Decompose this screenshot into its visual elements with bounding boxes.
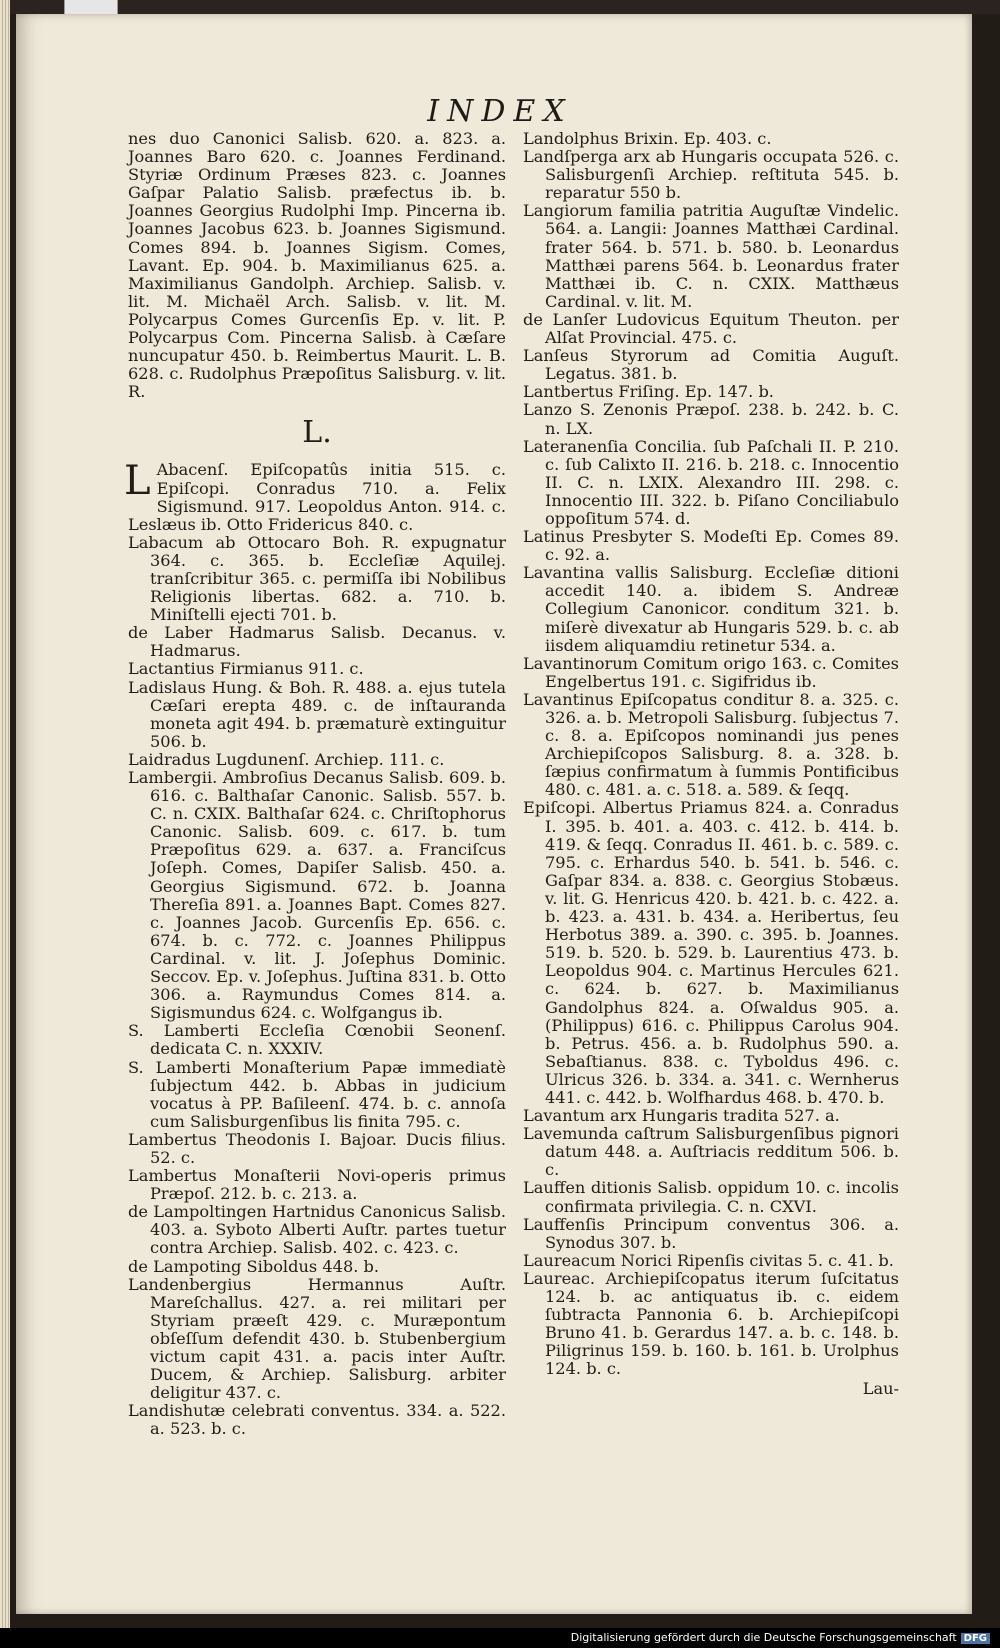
index-entry: Lantbertus Friſing. Ep. 147. b. [523,382,774,402]
index-entry: Lavantina vallis Salisburg. Eccleſiæ ditioni accedit 140. a. ibidem S. Andreæ Collegium Canonicor. conditum 321. b. miſerè divexatur ab Hungaris 529. b. c. ab iisdem aliquamdiu retinetur 534. a. [523,563,899,655]
index-entry: Laureacum Norici Ripenſis civitas 5. c. 41. b. [523,1250,894,1270]
index-entry: Lavemunda caſtrum Salisburgenſibus pignori datum 448. a. Auſtriacis redditum 506. b. c. [523,1124,899,1180]
index-entry: Laureac. Archiepiſcopatus iterum ſuſcitatus 124. b. ac antiquatus ib. c. eidem ſubtracta Pannonia 6. b. Archiepiſcopi Bruno 41. b. Gerardus 147. a. b. c. 148. b. Piligrinus 159. b. 160. b. 161. b. Urolphus 124. b. c. [523,1268,899,1379]
left-column [124,129,506,1439]
index-entry: Landishutæ celebrati conventus. 334. a. 522. a. 523. b. c. [128,1401,506,1439]
index-entry: Lavantinorum Comitum origo 163. c. Comites Engelbertus 191. c. Sigifridus ib. [523,653,899,691]
index-entry: Lanſeus Styrorum ad Comitia Auguſt. Legatus. 381. b. [523,346,899,384]
first-entry-text: Abacenſ. Epiſcopatûs initia 515. c. Epiſcopi. Conradus 710. a. Felix Sigismund. 917. Leopoldus Anton. 914. c. Leslæus ib. Otto Fridericus 840. c. [128,460,506,534]
first-entry [124,458,506,534]
index-entry: Lambergii. Ambroſius Decanus Salisb. 609. b. 616. c. Balthaſar Canonic. Salisb. 557. b. C. n. CXIX. Balthaſar 624. c. Chriſtophorus Canonic. Salisb. 609. c. 617. b. tum Præpoſitus 629. a. 637. a. Franciſcus Joſeph. Comes, Dapiſer Salisb. 450. a. Georgius Sigismund. 672. b. Joanna Thereſia 891. a. Joannes Bapt. Comes 827. c. Joannes Jacob. Gurcenſis Ep. 656. c. 674. b. c. 772. c. Joannes Philippus Cardinal. v. lit. J. Joſephus Dominic. Seccov. Ep. v. Joſephus. Juſtina 831. b. Otto 306. a. Raymundus Comes 814. a. Sigismundus 624. c. Wolfgangus ib. [128,768,506,1023]
funding-text: Digitalisierung gefördert durch die Deutsche Forschungsgemeinschaft [570,1631,957,1644]
index-entry: Landolphus Brixin. Ep. 403. c. [523,129,772,148]
index-entry: Lateranenſia Concilia. ſub Paſchali II. P. 210. c. ſub Calixto II. 216. b. 218. c. Innocentio II. C. n. LXIX. Alexandro III. 298. c. Innocentio III. 322. b. Piſano Conciliabulo oppoſitum 574. d. [523,436,899,528]
catchword: Lau- [862,1379,899,1399]
index-entry: de Lampoltingen Hartnidus Canonicus Salisb. 403. a. Syboto Alberti Auſtr. partes tuetur contra Archiep. Salisb. 402. c. 423. c. [128,1202,506,1258]
index-entry: Lavantinus Epiſcopatus conditur 8. a. 325. c. 326. a. b. Metropoli Salisburg. ſubjectus 7. c. 8. a. Epiſcopos nominandi jus penes Archiepiſcopos Salisburg. 8. a. 328. b. ſæpius confirmatum à ſummis Pontificibus 480. c. 481. a. c. 518. a. 589. & ſeqq. [523,689,899,800]
index-entry: Labacum ab Ottocaro Boh. R. expugnatur 364. c. 365. b. Eccleſiæ Aquilej. tranſcribitur 365. c. permiſſa ibi Nobilibus Religionis libertas. 682. a. 710. b. Miniſtelli ejecti 701. b. [128,532,506,625]
index-entry: Lambertus Theodonis I. Bajoar. Ducis filius. 52. c. [128,1129,506,1167]
page-title: INDEX [427,94,573,129]
index-entry: Lactantius Firmianus 911. c. [128,659,364,679]
index-entry: Laidradus Lugdunenſ. Archiep. 111. c. [128,749,445,769]
continued-entry: nes duo Canonici Salisb. 620. a. 823. a. Joannes Baro 620. c. Joannes Ferdinand. Styriæ Ordinum Præses 823. c. Joannes Gaſpar Palatio Salisb. præfectus ib. b. Joannes Georgius Rudolphi Imp. Pincerna ib. Joannes Jacobus 623. b. Joannes Sigismund. Comes 894. b. Joannes Sigism. Comes, Lavant. Ep. 904. b. Maximilianus 625. a. Maximilianus Gandolph. Archiep. Salisb. v. lit. M. Michaël Arch. Salisb. v. lit. M. Polycarpus Comes Gurcenſis Ep. v. lit. P. Polycarpus Com. Pincerna Salisb. à Cæſare nuncupatur 450. b. Reimbertus Maurit. L. B. 628. c. Rudolphus Præpoſitus Salisburg. v. lit. R. [128,129,506,402]
index-entry: Lavantum arx Hungaris tradita 527. a. [523,1106,840,1126]
funding-notice [571,1631,990,1644]
dfg-logo: DFG [961,1633,990,1644]
section-letter: L. [302,415,332,451]
index-entry: Lauffenſis Principum conventus 306. a. Synodus 307. b. [523,1214,899,1252]
index-entry: Lanzo S. Zenonis Præpoſ. 238. b. 242. b. C. n. LX. [523,400,899,438]
right-column [523,130,899,1399]
index-entry: Latinus Presbyter S. Modeſti Ep. Comes 89. c. 92. a. [523,527,899,565]
index-entry: Lauffen ditionis Salisb. oppidum 10. c. incolis confirmata privilegia. C. n. CXVI. [523,1178,899,1216]
scan-top-strip [0,0,1000,14]
index-entry: de Lampoting Siboldus 448. b. [128,1256,380,1276]
index-entry: Langiorum familia patritia Auguſtæ Vindelic. 564. a. Langii: Joannes Matthæi Cardinal. frater 564. b. 571. b. 580. b. Leonardus Matthæi parens 564. b. Leonardus frater Matthæi ib. C. n. CXIX. Matthæus Cardinal. v. lit. M. [523,201,899,311]
index-entry: Landſperga arx ab Hungaris occupata 526. c. Salisburgenſi Archiep. reſtituta 545. b. reparatur 550 b. [523,147,899,203]
drop-capital: L [124,458,151,505]
index-entry: de Laber Hadmarus Salisb. Decanus. v. Hadmarus. [128,623,506,661]
index-entry: S. Lamberti Monaſterium Papæ immediatè ſubjectum 442. b. Abbas in judicium vocatus à PP. Baſileenſ. 474. b. c. annoſa cum Salisburgenſibus lis finita 795. c. [128,1057,506,1131]
index-entry: de Lanſer Ludovicus Equitum Theuton. per Alſat Provincial. 475. c. [523,309,899,348]
index-entry: Lambertus Monaſterii Novi-operis primus Præpoſ. 212. b. c. 213. a. [128,1166,506,1204]
index-subentry: Epiſcopi. Albertus Priamus 824. a. Conradus I. 395. b. 401. a. 403. c. 412. b. 414. b. 419. & ſeqq. Conradus II. 461. b. c. 589. c. 795. c. Erhardus 540. b. 541. b. 546. c. Gaſpar 834. a. 838. c. Georgius Stobæus. v. lit. G. Henricus 420. b. 421. b. c. 422. a. b. 423. a. 431. b. 434. a. Heribertus, ſeu Herbotus 389. a. 390. c. 395. b. Joannes. 519. b. 520. b. 529. b. Laurentius 473. b. Leopoldus 904. c. Martinus Hercules 621. c. 624. b. 627. b. Maximilianus Gandolphus 824. a. Oſwaldus 905. a. (Philippus) 616. c. Philippus Carolus 904. b. Petrus. 456. a. b. Rudolphus 590. a. Sebaſtianus. 838. c. Tyboldus 496. c. Ulricus 326. b. 334. a. 341. c. Wernherus 441. c. 442. b. Wolfhardus 468. b. 470. b. [523,798,899,1107]
index-entry: S. Lamberti Eccleſia Cœnobii Seonenſ. dedicata C. n. XXXIV. [128,1021,506,1059]
index-entry: Landenbergius Hermannus Auſtr. Mareſchallus. 427. a. rei militari per Styriam præeſt 429. c. Muræpontum obſeſſum defendit 430. b. Stubenbergium victum capit 431. a. pacis inter Auſtr. Ducem, & Archiep. Salisburg. arbiter deligitur 437. c. [128,1274,506,1403]
book-page-edges [0,0,10,1648]
index-entry: Ladislaus Hung. & Boh. R. 488. a. ejus tutela Cæſari erepta 489. c. de inſtauranda moneta agit 494. b. præmaturè extinguitur 506. b. [128,677,506,751]
